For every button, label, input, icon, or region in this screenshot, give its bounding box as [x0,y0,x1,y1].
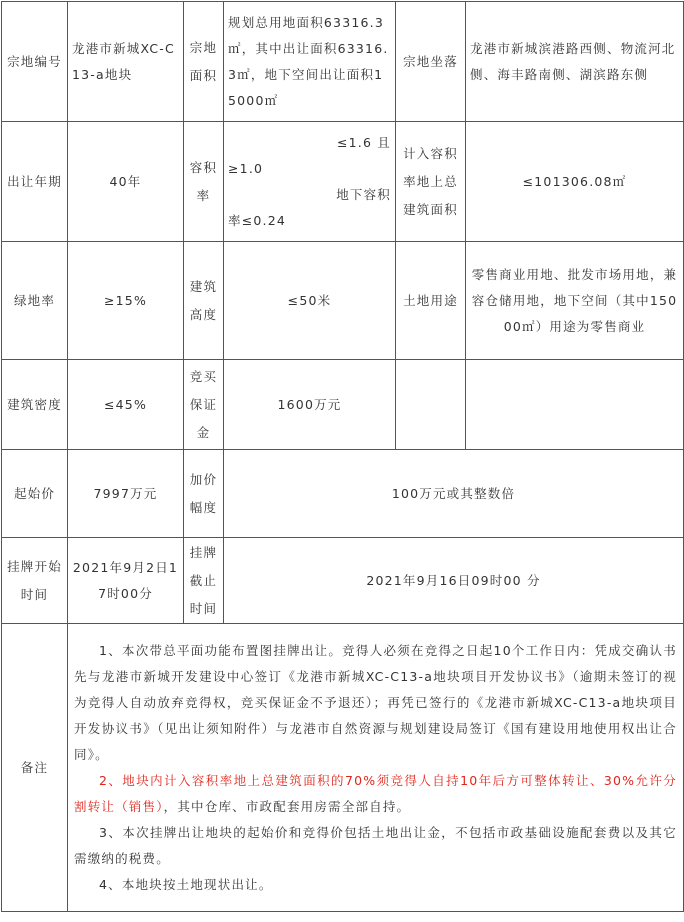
value-parcel-area: 规划总用地面积63316.3㎡，其中出让面积63316.3㎡，地下空间出让面积15000㎡ [224,2,396,122]
label-building-density: 建筑密度 [2,360,68,450]
value-above-ground-area: ≤101306.08㎡ [466,122,684,242]
remark-4: 4、本地块按土地现状出让。 [99,876,273,892]
label-land-use: 土地用途 [396,242,466,360]
value-parcel-location: 龙港市新城滨港路西侧、物流河北侧、海丰路南侧、湖滨路东侧 [466,2,684,122]
value-listing-end: 2021年9月16日09时00 分 [224,538,684,624]
row-remarks [2,624,684,912]
row-start-price [2,450,684,538]
label-green-rate: 绿地率 [2,242,68,360]
remark-2-highlight: 2、地块内计入容积率地上总建筑面积的70%须竞得人自持10年后方可整体转让、30%允许分割转让（销售） [74,772,677,814]
value-term: 40年 [68,122,184,242]
remark-2 [74,768,677,820]
label-parcel-location: 宗地坐落 [396,2,466,122]
empty-cell [396,360,466,450]
remarks-content [68,624,684,912]
value-green-rate: ≥15% [68,242,184,360]
label-start-price: 起始价 [2,450,68,538]
remark-2-rest: ，其中仓库、市政配套用房需全部自持。 [163,798,411,814]
label-listing-end: 挂牌截止时间 [184,538,224,624]
label-remarks: 备注 [2,624,68,912]
value-building-height: ≤50米 [224,242,396,360]
value-listing-start: 2021年9月2日17时00分 [68,538,184,624]
land-parcel-table [1,1,684,912]
row-parcel-number [2,2,684,122]
value-parcel-number: 龙港市新城XC-C13-a地块 [68,2,184,122]
remark-3: 3、本次挂牌出让地块的起始价和竞得价包括土地出让金，不包括市政基础设施配套费以及其它需缴纳的税费。 [74,824,677,866]
value-far [224,122,396,242]
label-far: 容积率 [184,122,224,242]
label-increment: 加价幅度 [184,450,224,538]
label-term: 出让年期 [2,122,68,242]
empty-cell [466,360,684,450]
label-deposit: 竞买保证金 [184,360,224,450]
row-building-density [2,360,684,450]
far-lower: ≥1.0 [228,160,264,176]
label-parcel-area: 宗地面积 [184,2,224,122]
label-above-ground-area: 计入容积率地上总建筑面积 [396,122,466,242]
far-upper: ≤1.6 且 [336,134,391,150]
label-building-height: 建筑高度 [184,242,224,360]
far-underground-value: 率≤0.24 [228,212,287,228]
value-land-use: 零售商业用地、批发市场用地，兼容仓储用地，地下空间（其中15000㎡）用途为零售商业 [466,242,684,360]
value-increment: 100万元或其整数倍 [224,450,684,538]
value-building-density: ≤45% [68,360,184,450]
label-listing-start: 挂牌开始时间 [2,538,68,624]
value-start-price: 7997万元 [68,450,184,538]
label-parcel-number: 宗地编号 [2,2,68,122]
remark-1: 1、本次带总平面功能布置图挂牌出让。竞得人必须在竞得之日起10个工作日内：凭成交确认书先与龙港市新城开发建设中心签订《龙港市新城XC-C13-a地块项目开发协议书》（逾期未签订的视为竞得人自动放弃竞得权，竞买保证金不予退还）；再凭已签行的《龙港市新城XC-C13-a地块项目开发协议书》（见出让须知附件）与龙港市自然资源与规划建设局签订《国有建设用地使用权出让合同》。 [74,642,677,762]
value-deposit: 1600万元 [224,360,396,450]
row-green-rate [2,242,684,360]
row-term [2,122,684,242]
far-underground-label: 地下容积 [336,186,391,202]
row-listing-time [2,538,684,624]
